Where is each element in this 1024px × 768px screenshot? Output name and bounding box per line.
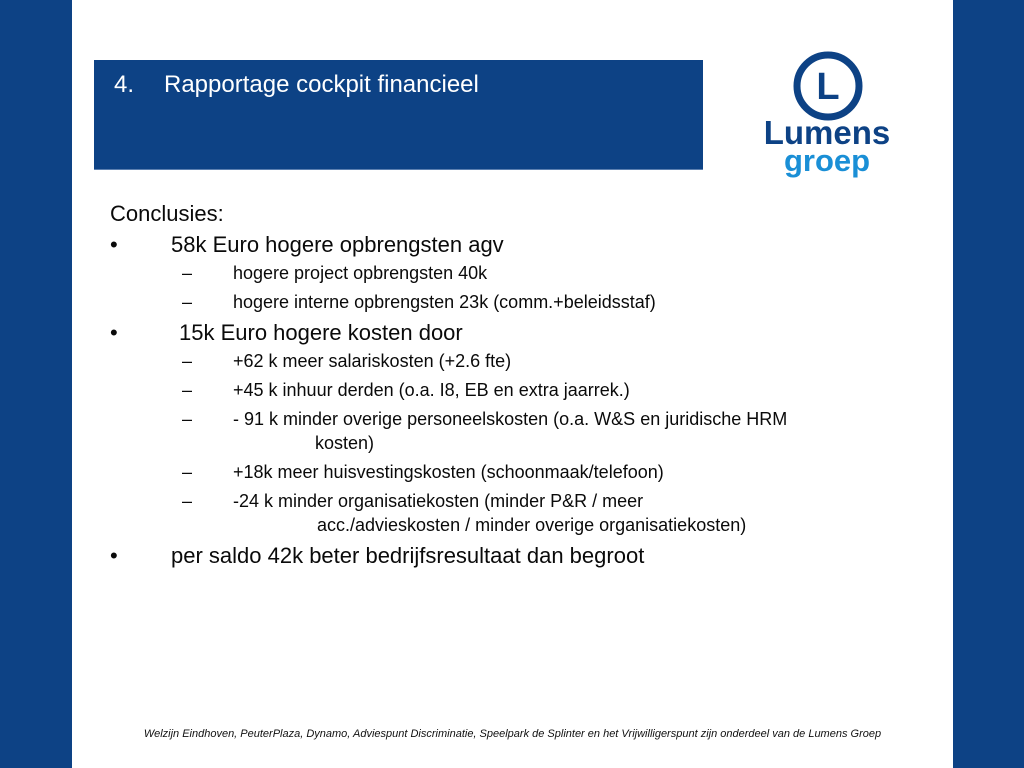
dash-marker: – — [182, 462, 193, 482]
sub-bullet-item — [110, 407, 950, 455]
sub-bullet-text: +45 k inhuur derden (o.a. I8, EB en extra jaarrek.) — [233, 380, 630, 400]
bullet-text: 58k Euro hogere opbrengsten agv — [171, 232, 504, 257]
sub-bullet-line: -24 k minder organisatiekosten (minder P&R / meer — [233, 491, 644, 511]
slide-number: 4. — [114, 71, 135, 98]
logo-letter: L — [816, 66, 840, 108]
bullet-text: 15k Euro hogere kosten door — [179, 320, 463, 345]
logo-wordmark-line1: Lumens — [763, 114, 891, 151]
dash-marker: – — [182, 292, 193, 312]
sub-bullet-item — [110, 489, 950, 537]
slide-content — [110, 200, 950, 572]
dash-marker: – — [182, 491, 193, 511]
sub-bullet-text: hogere project opbrengsten 40k — [233, 263, 488, 283]
left-sidebar-band — [0, 0, 72, 768]
bullet-marker: • — [110, 232, 118, 257]
sub-bullet-text: +62 k meer salariskosten (+2.6 fte) — [233, 351, 512, 371]
sub-bullet-continuation: acc./advieskosten / minder overige organisatiekosten) — [317, 515, 747, 535]
dash-marker: – — [182, 351, 193, 371]
sub-bullet-item — [110, 460, 950, 484]
bullet-item — [110, 319, 950, 347]
lumens-groep-logo — [760, 50, 895, 180]
sub-bullet-text — [233, 489, 950, 537]
dash-marker: – — [182, 409, 193, 429]
slide-title: Rapportage cockpit financieel — [164, 71, 479, 98]
sub-bullet-line: - 91 k minder overige personeelskosten (o.a. W&S en juridische HRM — [233, 409, 788, 429]
logo-wordmark-line2: groep — [783, 143, 871, 178]
conclusions-heading: Conclusies: — [110, 201, 224, 226]
dash-marker: – — [182, 263, 193, 283]
sub-bullet-item — [110, 261, 950, 285]
sub-bullet-item — [110, 349, 950, 373]
sub-bullet-text: +18k meer huisvestingskosten (schoonmaak/telefoon) — [233, 462, 664, 482]
sub-bullet-text — [233, 407, 950, 455]
sub-bullet-item — [110, 290, 950, 314]
bullet-marker: • — [110, 543, 118, 568]
right-sidebar-band — [953, 0, 1024, 768]
sub-bullet-text: hogere interne opbrengsten 23k (comm.+beleidsstaf) — [233, 292, 656, 312]
sub-bullet-item — [110, 378, 950, 402]
bullet-item — [110, 542, 950, 570]
bullet-item — [110, 231, 950, 259]
bullet-text: per saldo 42k beter bedrijfsresultaat dan begroot — [171, 543, 645, 568]
dash-marker: – — [182, 380, 193, 400]
sub-bullet-continuation: kosten) — [315, 433, 375, 453]
footer-text: Welzijn Eindhoven, PeuterPlaza, Dynamo, Adviespunt Discriminatie, Speelpark de Splinter en het Vrijwilligerspunt zijn onderdeel van de Lumens Groep — [143, 728, 882, 740]
bullet-marker: • — [110, 320, 118, 345]
